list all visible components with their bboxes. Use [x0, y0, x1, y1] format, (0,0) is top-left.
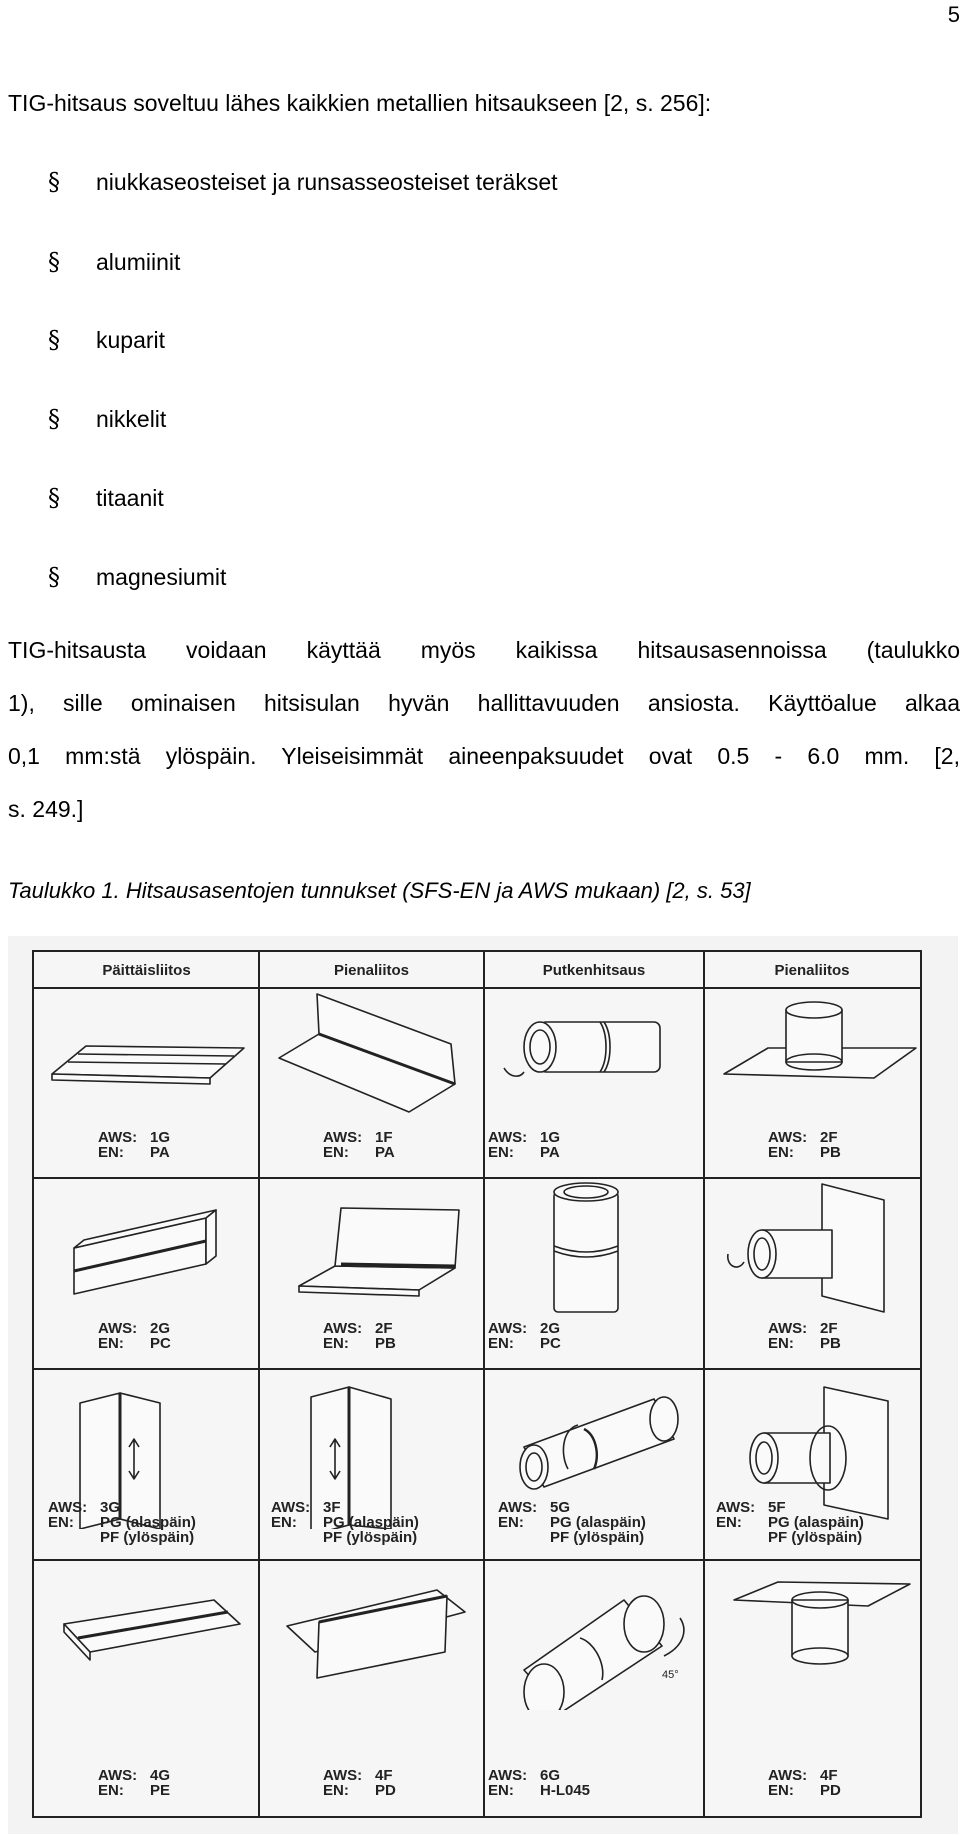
aws-key: AWS:	[768, 1129, 808, 1146]
aws-code: 2F	[820, 1320, 838, 1337]
en-code: PE	[150, 1782, 171, 1799]
bullet-item	[48, 563, 226, 591]
en-code-secondary: PF (ylöspäin)	[550, 1529, 645, 1546]
paragraph-line: 0,1 mm:stä ylöspäin. Yleiseisimmät aineenpaksuudet ovat 0.5 - 6.0 mm. [2,	[8, 743, 960, 769]
table-cell	[34, 1560, 259, 1816]
aws-key: AWS:	[488, 1767, 528, 1784]
body-paragraph	[8, 624, 960, 836]
welding-positions-table	[32, 950, 922, 1818]
table-cell	[259, 1560, 484, 1816]
position-code-label	[323, 1321, 396, 1351]
table-cell	[484, 1178, 704, 1369]
en-code: PG (alaspäin)	[323, 1514, 419, 1531]
angle-label: 45°	[662, 1669, 679, 1681]
bullet-item	[48, 168, 558, 196]
table-cell	[34, 988, 259, 1178]
aws-code: 1F	[375, 1129, 393, 1146]
aws-key: AWS:	[768, 1320, 808, 1337]
aws-key: AWS:	[716, 1499, 756, 1516]
en-key: EN:	[271, 1514, 297, 1531]
vertical-pipe-weld-icon	[484, 1178, 704, 1328]
intro-text: TIG-hitsaus soveltuu lähes kaikkien metallien hitsaukseen [2, s. 256]:	[8, 90, 712, 116]
table-cell	[484, 1369, 704, 1560]
en-code: PG (alaspäin)	[550, 1514, 646, 1531]
table-cell	[704, 988, 920, 1178]
position-code-label	[488, 1321, 561, 1351]
en-code: PD	[820, 1782, 841, 1799]
bullet-label: niukkaseosteiset ja runsasseosteiset teräkset	[96, 168, 558, 195]
aws-key: AWS:	[323, 1767, 363, 1784]
aws-key: AWS:	[98, 1129, 138, 1146]
table-cell	[484, 988, 704, 1178]
en-key: EN:	[98, 1335, 124, 1352]
horizontal-fillet-weld-icon	[259, 1178, 484, 1328]
aws-key: AWS:	[488, 1320, 528, 1337]
section-sign-bullet-icon: §	[48, 484, 60, 512]
position-code-label	[488, 1130, 560, 1160]
bullet-label: titaanit	[96, 484, 164, 511]
paragraph-line: TIG-hitsausta voidaan käyttää myös kaikissa hitsausasennoissa (taulukko	[8, 637, 960, 663]
en-code: PA	[540, 1144, 560, 1161]
en-code: PB	[820, 1144, 841, 1161]
aws-code: 3F	[323, 1499, 341, 1516]
en-code-secondary: PF (ylöspäin)	[768, 1529, 863, 1546]
bullet-label: nikkelit	[96, 405, 167, 432]
en-key: EN:	[98, 1144, 124, 1161]
aws-code: 2G	[540, 1320, 561, 1337]
inclined-pipe-45-icon	[484, 1560, 704, 1710]
en-key: EN:	[768, 1782, 794, 1799]
aws-code: 3G	[100, 1499, 121, 1516]
en-key: EN:	[48, 1514, 74, 1531]
position-code-label	[98, 1130, 170, 1160]
table-cell	[704, 1369, 920, 1560]
bullet-label: magnesiumit	[96, 563, 227, 590]
flat-plate-butt-weld-icon	[34, 988, 259, 1138]
paragraph-line: s. 249.]	[8, 796, 84, 822]
en-key: EN:	[768, 1335, 794, 1352]
en-key: EN:	[768, 1144, 794, 1161]
section-sign-bullet-icon: §	[48, 168, 60, 196]
en-key: EN:	[323, 1335, 349, 1352]
aws-key: AWS:	[48, 1499, 88, 1516]
aws-key: AWS:	[271, 1499, 311, 1516]
aws-key: AWS:	[488, 1129, 528, 1146]
section-sign-bullet-icon: §	[48, 563, 60, 591]
en-key: EN:	[488, 1782, 514, 1799]
en-key: EN:	[98, 1782, 124, 1799]
overhead-fillet-weld-icon	[259, 1560, 484, 1710]
aws-code: 5F	[768, 1499, 786, 1516]
en-code: PC	[540, 1335, 561, 1352]
position-code-label	[768, 1321, 841, 1351]
table-cell	[34, 1178, 259, 1369]
column-header: Pienaliitos	[774, 961, 850, 979]
position-code-label	[498, 1500, 646, 1545]
aws-code: 4G	[150, 1767, 171, 1784]
position-code-label	[323, 1130, 395, 1160]
bullet-item	[48, 326, 165, 354]
aws-code: 2F	[820, 1129, 838, 1146]
column-header: Pienaliitos	[333, 961, 410, 979]
pipe-on-plate-flat-icon	[704, 988, 920, 1138]
position-code-label	[48, 1500, 196, 1545]
en-key: EN:	[488, 1144, 514, 1161]
pipe-on-wall-rotated-icon	[704, 1178, 920, 1328]
en-code: PG (alaspäin)	[768, 1514, 864, 1531]
en-code: H-L045	[540, 1782, 591, 1799]
bullet-item	[48, 405, 166, 433]
en-key: EN:	[716, 1514, 742, 1531]
aws-code: 1G	[540, 1129, 561, 1146]
en-code-secondary: PF (ylöspäin)	[100, 1529, 195, 1546]
section-sign-bullet-icon: §	[48, 326, 60, 354]
bullet-label: alumiinit	[96, 248, 181, 275]
aws-code: 2G	[150, 1320, 171, 1337]
en-key: EN:	[498, 1514, 524, 1531]
table-cell	[704, 1560, 920, 1816]
overhead-butt-weld-icon	[34, 1560, 259, 1710]
page-number: 5	[947, 2, 960, 27]
aws-key: AWS:	[323, 1129, 363, 1146]
aws-code: 2F	[375, 1320, 393, 1337]
table-caption: Taulukko 1. Hitsausasentojen tunnukset (SFS-EN ja AWS mukaan) [2, s. 53]	[8, 878, 751, 903]
column-header: Putkenhitsaus	[542, 961, 646, 979]
position-code-label	[488, 1768, 590, 1798]
en-code-secondary: PF (ylöspäin)	[323, 1529, 418, 1546]
section-sign-bullet-icon: §	[48, 405, 60, 433]
aws-key: AWS:	[323, 1320, 363, 1337]
bullet-label: kuparit	[96, 326, 166, 353]
table-cell	[34, 1369, 259, 1560]
position-code-label	[323, 1768, 396, 1798]
paragraph-line: 1), sille ominaisen hitsisulan hyvän hallittavuuden ansiosta. Käyttöalue alkaa	[8, 690, 960, 716]
en-code: PB	[820, 1335, 841, 1352]
en-code: PG (alaspäin)	[100, 1514, 196, 1531]
flat-fillet-weld-icon	[259, 988, 484, 1138]
en-code: PD	[375, 1782, 396, 1799]
en-code: PA	[150, 1144, 170, 1161]
position-code-label	[271, 1500, 419, 1545]
en-code: PB	[375, 1335, 396, 1352]
en-key: EN:	[488, 1335, 514, 1352]
column-header: Päittäisliitos	[102, 961, 191, 979]
aws-key: AWS:	[98, 1767, 138, 1784]
aws-key: AWS:	[768, 1767, 808, 1784]
table-cell	[259, 988, 484, 1178]
welding-positions-figure	[8, 936, 958, 1834]
horizontal-butt-weld-icon	[34, 1178, 259, 1328]
en-code: PA	[375, 1144, 395, 1161]
aws-code: 5G	[550, 1499, 571, 1516]
aws-key: AWS:	[98, 1320, 138, 1337]
bullet-item	[48, 484, 164, 512]
aws-code: 6G	[540, 1767, 561, 1784]
position-code-label	[98, 1321, 171, 1351]
rotated-pipe-weld-icon	[484, 988, 704, 1138]
aws-code: 4F	[375, 1767, 393, 1784]
position-code-label	[98, 1768, 170, 1798]
position-code-label	[716, 1500, 864, 1545]
table-cell	[259, 1178, 484, 1369]
en-key: EN:	[323, 1782, 349, 1799]
aws-code: 1G	[150, 1129, 171, 1146]
position-code-label	[768, 1130, 841, 1160]
bullet-item	[48, 248, 180, 276]
position-code-label	[768, 1768, 841, 1798]
table-cell	[259, 1369, 484, 1560]
table-cell	[484, 1560, 704, 1816]
en-code: PC	[150, 1335, 171, 1352]
section-sign-bullet-icon: §	[48, 248, 60, 276]
en-key: EN:	[323, 1144, 349, 1161]
overhead-pipe-on-plate-icon	[704, 1560, 920, 1710]
aws-key: AWS:	[498, 1499, 538, 1516]
table-cell	[704, 1178, 920, 1369]
aws-code: 4F	[820, 1767, 838, 1784]
